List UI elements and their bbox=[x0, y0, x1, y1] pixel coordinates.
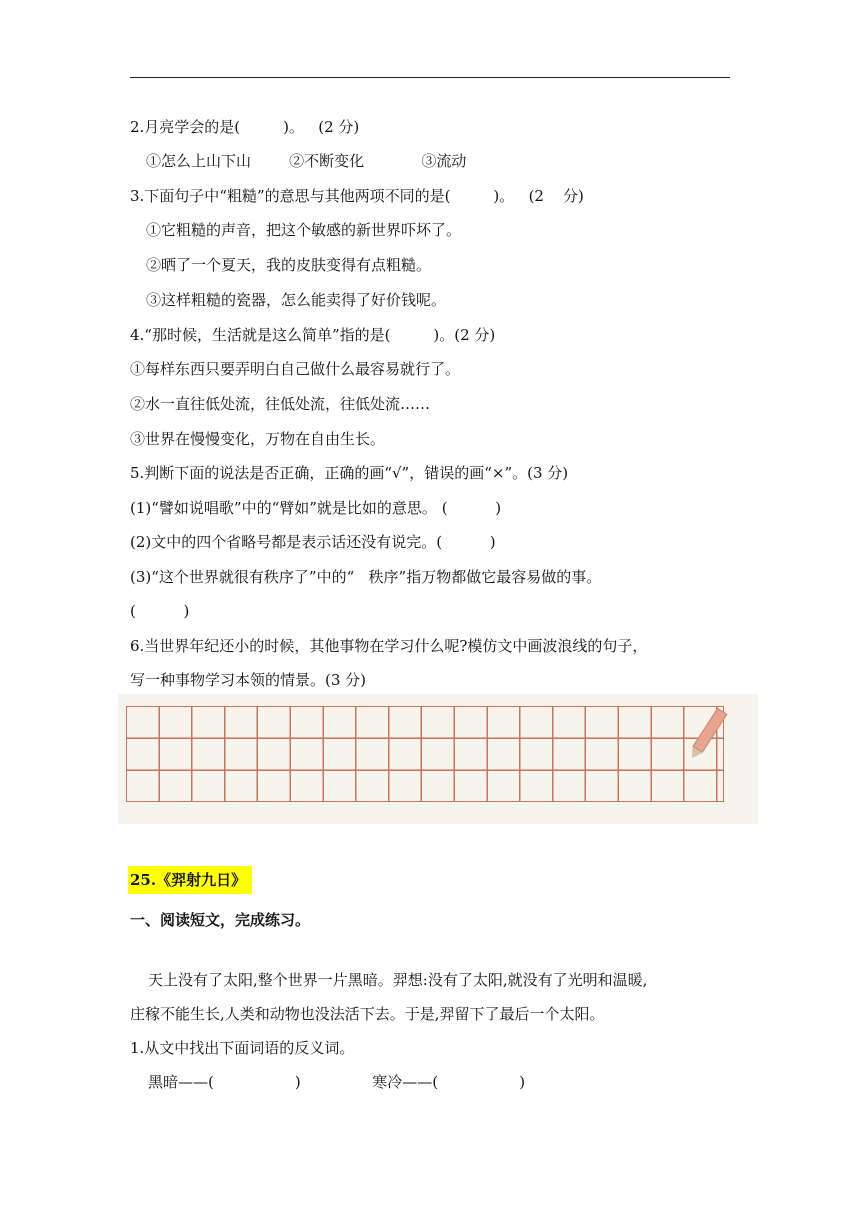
section-25-title: 25.《羿射九日》 bbox=[130, 870, 252, 890]
writing-grid-image bbox=[118, 694, 758, 824]
section-25-q1: 1.从文中找出下面词语的反义词。 bbox=[130, 1039, 355, 1057]
q3-option-2: ②晒了一个夏天，我的皮肤变得有点粗糙。 bbox=[146, 256, 432, 274]
writing-grid[interactable] bbox=[126, 706, 724, 802]
section-25-instruction: 一、阅读短文，完成练习。 bbox=[130, 911, 311, 929]
q4-option-2: ②水一直往低处流，往低处流，往低处流…… bbox=[130, 395, 431, 413]
q6-line-2: 写一种事物学习本领的情景。(3 分) bbox=[130, 671, 367, 689]
q5-item-3-blank: ( ) bbox=[130, 602, 190, 620]
q5-item-3: (3)“这个世界就很有秩序了”中的“ 秩序”指万物都做它最容易做的事。 bbox=[130, 568, 602, 586]
q5-item-2: (2)文中的四个省略号都是表示话还没有说完。( ) bbox=[130, 533, 496, 551]
q3-option-3: ③这样粗糙的瓷器，怎么能卖得了好价钱呢。 bbox=[146, 291, 447, 309]
q5-question: 5.判断下面的说法是否正确，正确的画“√”，错误的画“×”。(3 分) bbox=[130, 464, 569, 482]
q5-item-1: (1)“譬如说唱歌”中的“臂如”就是比如的意思。 ( ) bbox=[130, 499, 502, 517]
q4-question: 4.“那时候，生活就是这么简单”指的是( )。(2 分) bbox=[130, 326, 496, 344]
header-rule bbox=[130, 77, 730, 78]
q2-options: ①怎么上山下山 ②不断变化 ③流动 bbox=[146, 152, 467, 170]
passage-line-1: 天上没有了太阳,整个世界一片黑暗。羿想:没有了太阳,就没有了光明和温暖, bbox=[148, 971, 648, 989]
passage-line-2: 庄稼不能生长,人类和动物也没法活下去。于是,羿留下了最后一个太阳。 bbox=[130, 1005, 605, 1023]
q6-line-1: 6.当世界年纪还小的时候，其他事物在学习什么呢?模仿文中画波浪线的句子， bbox=[130, 637, 648, 655]
q2-question: 2.月亮学会的是( )。 (2 分) bbox=[130, 118, 360, 136]
q4-option-3: ③世界在慢慢变化，万物在自由生长。 bbox=[130, 430, 386, 448]
q4-option-1: ①每样东西只要弄明白自己做什么最容易就行了。 bbox=[130, 360, 461, 378]
q3-question: 3.下面句子中“粗糙”的意思与其他两项不同的是( )。 (2 分) bbox=[130, 187, 584, 205]
q3-option-1: ①它粗糙的声音，把这个敏感的新世界吓坏了。 bbox=[146, 221, 462, 239]
section-25-q1-words: 黑暗——( ) 寒冷——( ) bbox=[148, 1073, 526, 1091]
